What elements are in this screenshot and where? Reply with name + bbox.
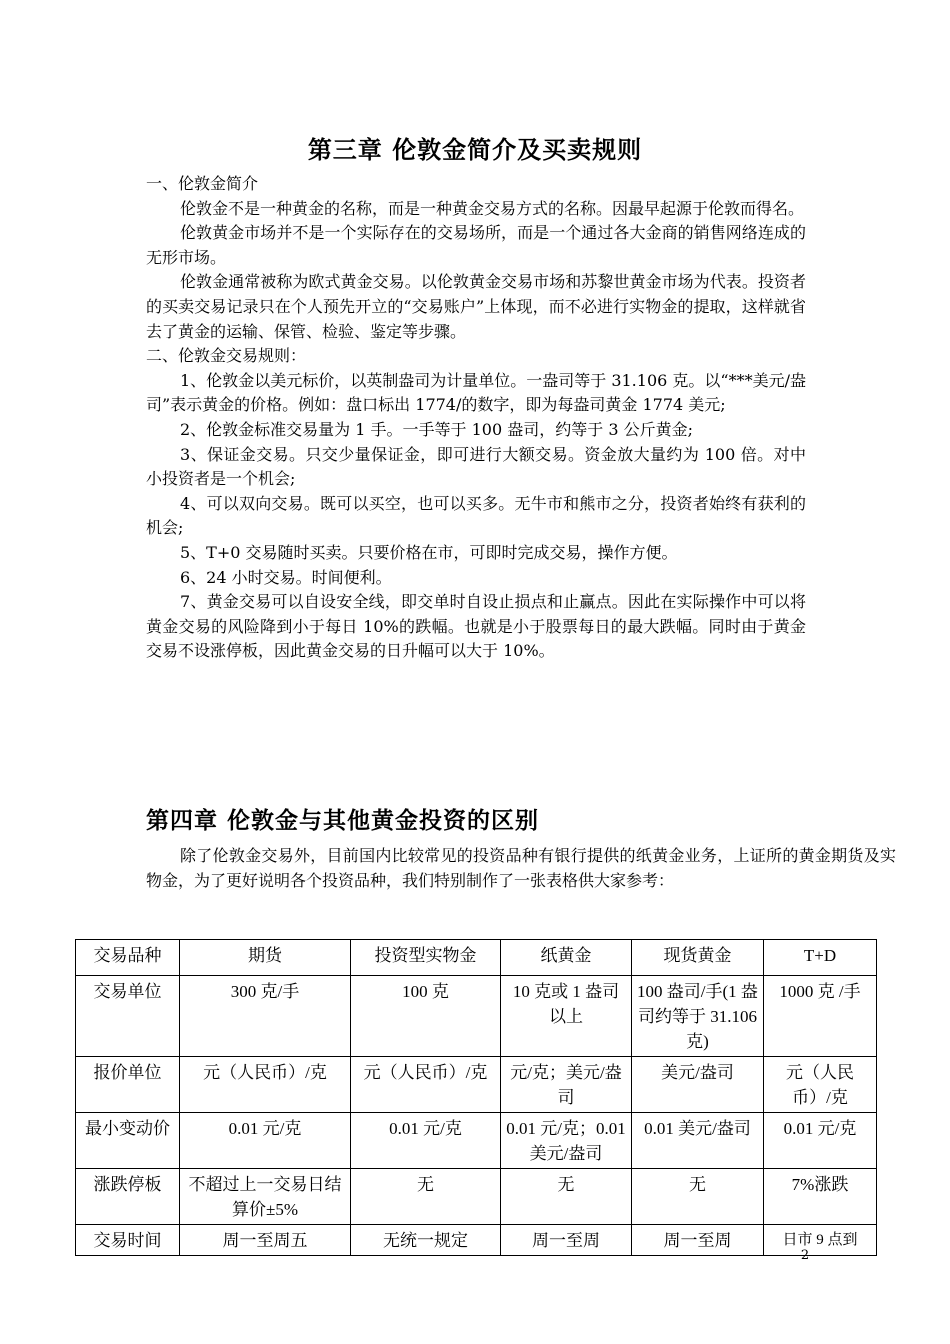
table-cell: 元/克；美元/盎司 — [501, 1057, 632, 1113]
table-cell: 1000 克 /手 — [764, 976, 877, 1057]
table-cell: 100 克 — [351, 976, 501, 1057]
comparison-table — [75, 939, 877, 1256]
table-row — [76, 1113, 877, 1169]
table-cell: 0.01 元/克；0.01 美元/盎司 — [501, 1113, 632, 1169]
table-cell: 0.01 元/克 — [764, 1113, 877, 1169]
chapter4-title: 第四章 伦敦金与其他黄金投资的区别 — [146, 807, 540, 834]
table-cell: 不超过上一交易日结算价±5% — [180, 1169, 351, 1225]
rule-item: 5、T+0 交易随时买卖。只要价格在市，可即时完成交易，操作方便。 — [180, 542, 678, 562]
chapter4-intro: 除了伦敦金交易外，目前国内比较常见的投资品种有银行提供的纸黄金业务，上证所的黄金期货及实物金，为了更好说明各个投资品种，我们特别制作了一张表格供大家参考： — [146, 846, 896, 890]
table-cell: 元（人民币）/克 — [180, 1057, 351, 1113]
table-row — [76, 1057, 877, 1113]
rule-item: 7、黄金交易可以自设安全线，即交单时自设止损点和止赢点。因此在实际操作中可以将黄金交易的风险降到小于每日 10%的跌幅。也就是小于股票每日的最大跌幅。同时由于黄金交易不设涨停板，因此黄金交易的日升幅可以大于 10%。 — [146, 592, 806, 661]
rule-item: 3、保证金交易。只交少量保证金，即可进行大额交易。资金放大量约为 100 倍。对中小投资者是一个机会; — [146, 444, 806, 489]
rule-item: 4、可以双向交易。既可以买空，也可以买多。无牛市和熊市之分，投资者始终有获利的机会; — [146, 493, 806, 538]
row-label: 交易单位 — [76, 976, 180, 1057]
header-cell: 现货黄金 — [632, 940, 764, 976]
table-cell: 7%涨跌 — [764, 1169, 877, 1225]
table-cell: 100 盎司/手(1 盎司约等于 31.106 克) — [632, 976, 764, 1057]
header-cell: 交易品种 — [76, 940, 180, 976]
table-cell: 日市 9 点到 — [764, 1225, 877, 1256]
section-heading: 二、伦敦金交易规则： — [146, 346, 307, 366]
rule-item: 6、24 小时交易。时间便利。 — [180, 567, 392, 587]
page-number: 2 — [800, 1248, 810, 1263]
table-row — [76, 976, 877, 1057]
row-label: 涨跌停板 — [76, 1169, 180, 1225]
row-label: 交易时间 — [76, 1225, 180, 1256]
table-cell: 0.01 元/克 — [180, 1113, 351, 1169]
paragraph: 伦敦黄金市场并不是一个实际存在的交易场所，而是一个通过各大金商的销售网络连成的无形市场。 — [146, 223, 806, 267]
table-header-row — [76, 940, 877, 976]
section-heading: 一、伦敦金简介 — [146, 174, 259, 193]
rule-item: 2、伦敦金标准交易量为 1 手。一手等于 100 盎司，约等于 3 公斤黄金; — [180, 419, 693, 439]
table-cell: 周一至周五 — [180, 1225, 351, 1256]
table-cell: 300 克/手 — [180, 976, 351, 1057]
header-cell: T+D — [764, 940, 877, 976]
table-row — [76, 1169, 877, 1225]
rule-item: 1、伦敦金以美元标价，以英制盎司为计量单位。一盎司等于 31.106 克。以“***美元/盎司”表示黄金的价格。例如：盘口标出 1774/的数字，即为每盎司黄金 1774 美元; — [146, 370, 806, 415]
table-cell: 0.01 美元/盎司 — [632, 1113, 764, 1169]
table-cell: 0.01 元/克 — [351, 1113, 501, 1169]
table-cell: 周一至周 — [501, 1225, 632, 1256]
chapter3-title: 第三章 伦敦金简介及买卖规则 — [307, 135, 643, 164]
chapter3-body — [146, 172, 806, 664]
table-cell: 美元/盎司 — [632, 1057, 764, 1113]
paragraph: 伦敦金通常被称为欧式黄金交易。以伦敦黄金交易市场和苏黎世黄金市场为代表。投资者的买卖交易记录只在个人预先开立的“交易账户”上体现，而不必进行实物金的提取，这样就省去了黄金的运输、保管、检验、鉴定等步骤。 — [146, 272, 806, 341]
table-cell: 无统一规定 — [351, 1225, 501, 1256]
table-row — [76, 1225, 877, 1256]
row-label: 报价单位 — [76, 1057, 180, 1113]
table-cell: 10 克或 1 盎司以上 — [501, 976, 632, 1057]
paragraph: 伦敦金不是一种黄金的名称，而是一种黄金交易方式的名称。因最早起源于伦敦而得名。 — [180, 198, 805, 218]
header-cell: 期货 — [180, 940, 351, 976]
table-cell: 元（人民币）/克 — [764, 1057, 877, 1113]
header-cell: 纸黄金 — [501, 940, 632, 976]
table-cell: 无 — [632, 1169, 764, 1225]
header-cell: 投资型实物金 — [351, 940, 501, 976]
table-cell: 元（人民币）/克 — [351, 1057, 501, 1113]
row-label: 最小变动价 — [76, 1113, 180, 1169]
table-cell: 无 — [501, 1169, 632, 1225]
table-cell: 无 — [351, 1169, 501, 1225]
table-cell: 周一至周 — [632, 1225, 764, 1256]
